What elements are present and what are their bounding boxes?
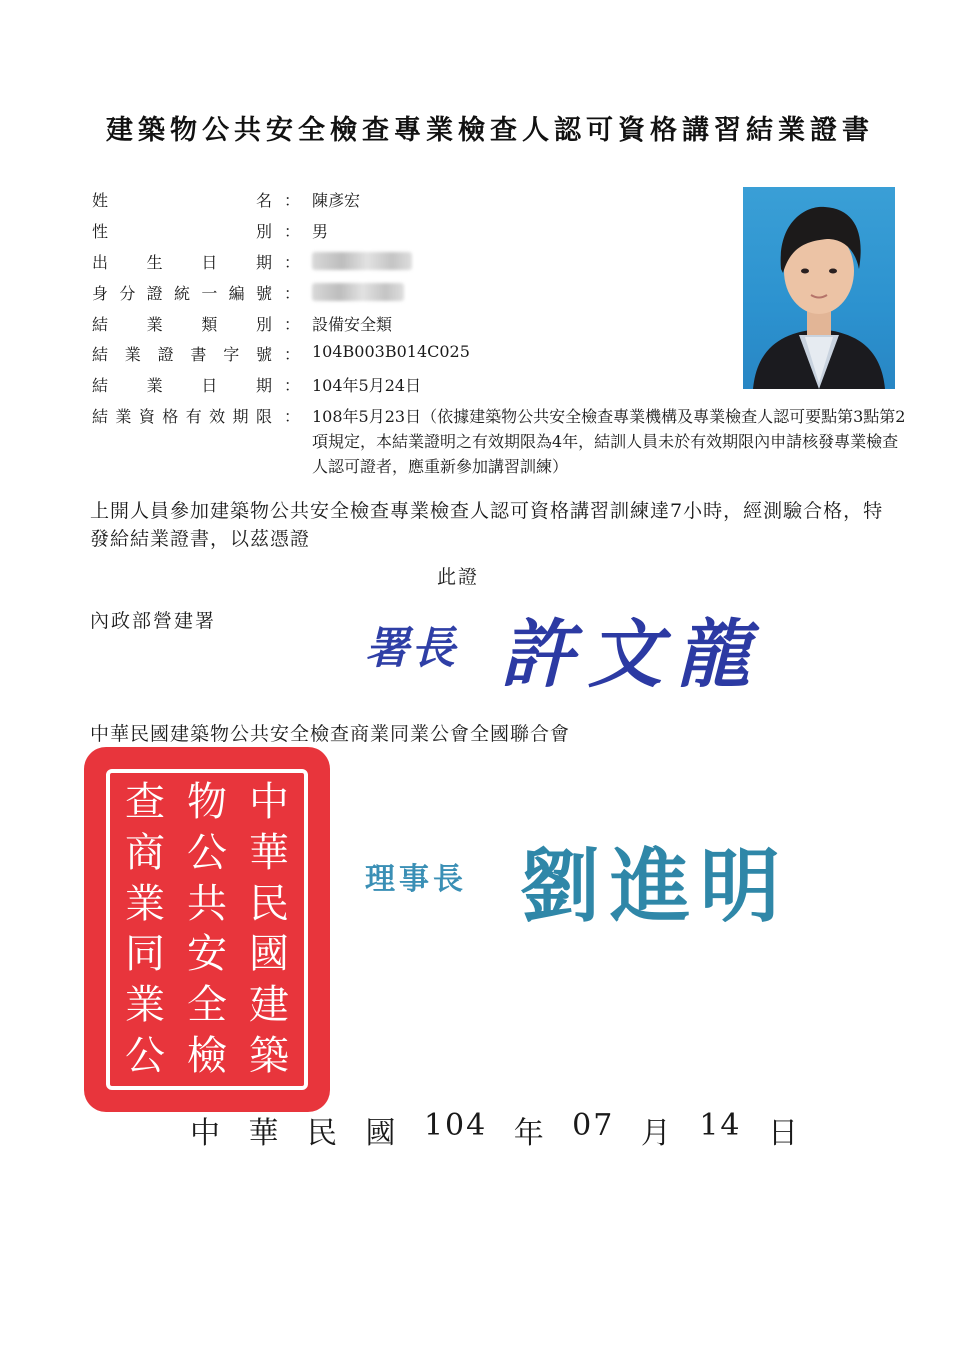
- field-label: 性 別: [92, 222, 272, 241]
- redacted-value: [312, 283, 404, 301]
- seal-char: 安: [187, 931, 227, 978]
- field-colon: ：: [284, 376, 301, 395]
- field-value: [312, 281, 404, 301]
- seal-char: 華: [249, 829, 289, 876]
- field-value: 104年5月24日: [312, 376, 422, 395]
- field-label: 出 生 日 期: [92, 253, 272, 272]
- field-label: 結 業 類 別: [92, 315, 272, 334]
- field-colon: ：: [284, 407, 301, 426]
- field-value: [312, 250, 412, 270]
- seal-char: 民: [249, 880, 289, 927]
- official-seal: [84, 747, 330, 1112]
- field-colon: ：: [284, 315, 301, 334]
- person-portrait-icon: [743, 187, 895, 389]
- seal-char: 查: [125, 779, 165, 825]
- field-colon: ：: [284, 222, 301, 241]
- field-value: 108年5月23日（依據建築物公共安全檢查專業機構及專業檢查人認可要點第3點第2項規定，本結業證明之有效期限為4年，結訓人員未於有效期限內申請核發專業檢查人認可證者，應重新參加講習訓練）: [312, 407, 906, 476]
- field-label: 身 分 證 統 一 編 號: [92, 284, 272, 303]
- seal-char: 建: [249, 982, 289, 1029]
- seal-char: 國: [249, 931, 289, 978]
- date-part: 民: [306, 1116, 339, 1151]
- date-part: 中: [190, 1116, 222, 1151]
- seal-char: 業: [125, 880, 165, 927]
- id-photo: [743, 187, 895, 389]
- seal-char: 物: [187, 779, 227, 825]
- field-colon: ：: [284, 284, 301, 303]
- seal-char: 同: [125, 931, 165, 978]
- date-part: 華: [248, 1116, 281, 1151]
- seal-char: 築: [249, 1033, 289, 1080]
- seal-char: 公: [125, 1033, 165, 1080]
- signature-2-name: 劉進明: [520, 839, 790, 933]
- seal-char: 業: [125, 982, 165, 1029]
- signature-1-name: 許文龍: [500, 612, 764, 698]
- field-label: 結 業 資 格 有 效 期 限: [92, 407, 272, 426]
- date-part: 月: [640, 1116, 673, 1151]
- date-part: 國: [365, 1116, 398, 1151]
- field-label: 結 業 日 期: [92, 376, 272, 395]
- seal-char: 商: [125, 829, 165, 876]
- certificate-title: 建築物公共安全檢查專業檢查人認可資格講習結業證書: [106, 115, 874, 146]
- field-colon: ：: [284, 253, 301, 272]
- seal-char: 全: [187, 982, 227, 1029]
- signature-1-title: 署長: [365, 623, 457, 674]
- redacted-value: [312, 252, 412, 270]
- signature-2-title: 理事長: [365, 862, 467, 897]
- field-value: 設備安全類: [312, 315, 393, 334]
- field-label: 姓 名: [92, 191, 272, 210]
- seal-char: 共: [187, 880, 227, 927]
- seal-char: 公: [187, 829, 227, 876]
- field-value: 男: [312, 222, 329, 241]
- certification-mark: 此證: [437, 566, 480, 588]
- seal-char: 檢: [187, 1033, 227, 1080]
- field-value: 104B003B014C025: [312, 342, 470, 361]
- field-colon: ：: [284, 191, 301, 210]
- seal-char: 中: [249, 779, 289, 825]
- date-part: 14: [699, 1108, 742, 1143]
- date-part: 年: [513, 1116, 546, 1151]
- seal-characters: [114, 777, 300, 1082]
- issuing-agency-2: 中華民國建築物公共安全檢查商業同業公會全國聯合會: [90, 723, 571, 745]
- field-colon: ：: [284, 345, 301, 364]
- field-value: 陳彥宏: [312, 191, 361, 210]
- issuing-agency-1: 內政部營建署: [90, 610, 217, 632]
- issue-date: [190, 1108, 800, 1152]
- certification-statement: 上開人員參加建築物公共安全檢查專業檢查人認可資格講習訓練達7小時，經測驗合格，特發給結業證書，以茲憑證: [90, 500, 884, 550]
- date-part: 104: [423, 1108, 488, 1143]
- date-part: 日: [768, 1116, 800, 1151]
- date-part: 07: [572, 1108, 615, 1143]
- field-label: 結 業 證 書 字 號: [92, 345, 272, 364]
